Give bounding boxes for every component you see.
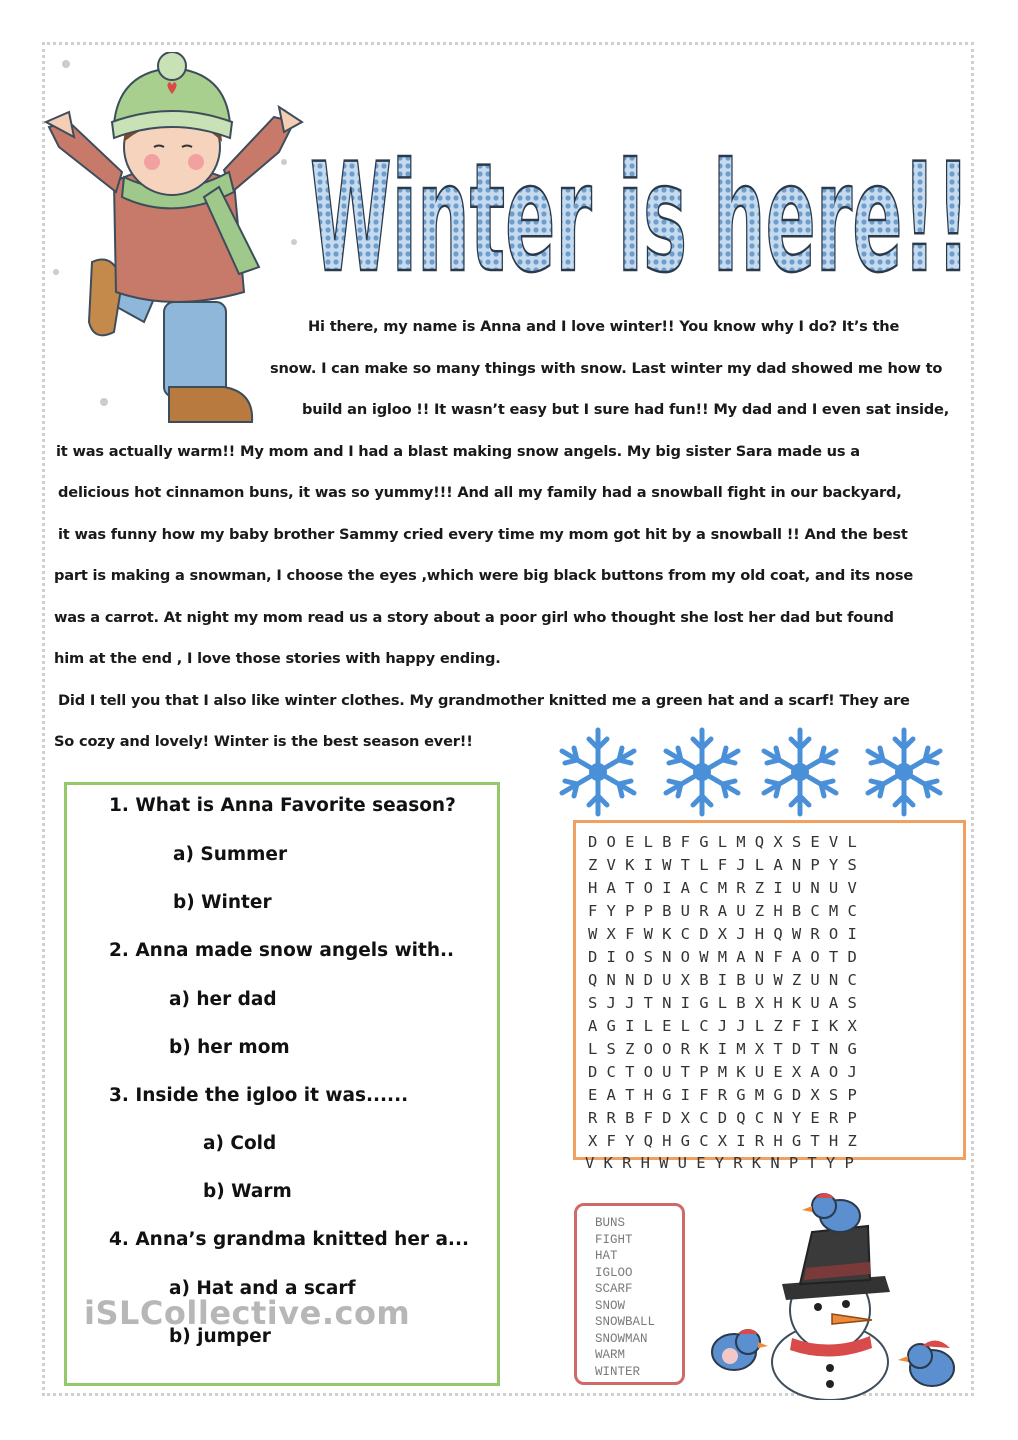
question-1: 1. What is Anna Favorite season?	[109, 795, 456, 816]
grid-row: EATHGIFRGMGDXSP	[588, 1086, 866, 1104]
grid-row: XFYQHGCXIRHGTHZ	[588, 1132, 866, 1150]
story-line: So cozy and lovely! Winter is the best season ever!!	[54, 733, 473, 750]
story-line: delicious hot cinnamon buns, it was so yummy!!! And all my family had a snowball fight in our backyard,	[58, 484, 902, 501]
grid-row: LSZOORKIMXTDTNG	[588, 1040, 866, 1058]
answer-option: a) her dad	[169, 989, 277, 1010]
word-item: SCARF	[595, 1282, 633, 1296]
story-line: build an igloo !! It wasn’t easy but I sure had fun!! My dad and I even sat inside,	[302, 401, 950, 418]
answer-option: a) Summer	[173, 844, 288, 865]
grid-row: DIOSNOWMANFAOTD	[588, 948, 866, 966]
word-search-grid	[573, 820, 966, 1160]
answer-option: b) her mom	[169, 1037, 290, 1058]
grid-row: SJJTNIGLBXHKUAS	[588, 994, 866, 1012]
story-line: part is making a snowman, I choose the eyes ,which were big black buttons from my old coat, and its nose	[54, 567, 914, 584]
story-line: it was funny how my baby brother Sammy cried every time my mom got hit by a snowball !! And the best	[58, 526, 908, 543]
story-line: Hi there, my name is Anna and I love winter!! You know why I do? It’s the	[308, 318, 900, 335]
answer-option: b) Winter	[173, 892, 272, 913]
story-line: it was actually warm!! My mom and I had a blast making snow angels. My big sister Sara made us a	[56, 443, 860, 460]
snowflake-row	[550, 724, 950, 820]
grid-row: WXFWKCDXJHQWROI	[588, 925, 866, 943]
word-item: BUNS	[595, 1216, 626, 1230]
story-line: him at the end , I love those stories with happy ending.	[54, 650, 501, 667]
snowflake-icon	[666, 730, 738, 814]
answer-option: b) Warm	[203, 1181, 292, 1202]
grid-row: QNNDUXBIBUWZUNC	[588, 971, 866, 989]
word-item: SNOWMAN	[595, 1332, 648, 1346]
story-line: was a carrot. At night my mom read us a story about a poor girl who thought she lost her dad but found	[54, 609, 894, 626]
question-2: 2. Anna made snow angels with..	[109, 940, 455, 961]
snowflake-icon	[764, 730, 836, 814]
grid-row: AGILELCJJLZFIKX	[588, 1017, 866, 1035]
answer-option: b) jumper	[169, 1326, 271, 1347]
grid-row: VKRHWUEYRKNPTYP	[585, 1154, 863, 1172]
snowman-with-birds-illustration	[700, 1192, 970, 1400]
snowflake-icon	[868, 730, 940, 814]
grid-row: RRBFDXCDQCNYERP	[588, 1109, 866, 1127]
answer-option: a) Cold	[203, 1133, 277, 1154]
story-line: snow. I can make so many things with snow. Last winter my dad showed me how to	[270, 360, 943, 377]
answer-option: a) Hat and a scarf	[169, 1278, 356, 1299]
grid-row: DOELBFGLMQXSEVL	[588, 833, 866, 851]
question-3: 3. Inside the igloo it was......	[109, 1085, 409, 1106]
grid-row: FYPPBURAUZHBCMC	[588, 902, 866, 920]
svg-text:Winter is here!!: Winter is here!!	[310, 132, 970, 294]
word-item: HAT	[595, 1249, 618, 1263]
word-item: FIGHT	[595, 1233, 633, 1247]
word-item: SNOWBALL	[595, 1315, 656, 1329]
watermark: iSLCollective.com	[84, 1294, 411, 1332]
grid-row: ZVKIWTLFJLANPYS	[588, 856, 866, 874]
question-4: 4. Anna’s grandma knitted her a...	[109, 1229, 470, 1250]
word-item: SNOW	[595, 1299, 626, 1313]
story-line: Did I tell you that I also like winter clothes. My grandmother knitted me a green hat and a scarf! They are	[58, 692, 910, 709]
word-item: WINTER	[595, 1365, 641, 1379]
word-item: IGLOO	[595, 1266, 633, 1280]
snowflake-icon	[562, 730, 634, 814]
word-item: WARM	[595, 1348, 626, 1362]
word-list	[574, 1203, 685, 1385]
grid-row: DCTOUTPMKUEXAOJ	[588, 1063, 866, 1081]
grid-row: HATOIACMRZIUNUV	[588, 879, 866, 897]
